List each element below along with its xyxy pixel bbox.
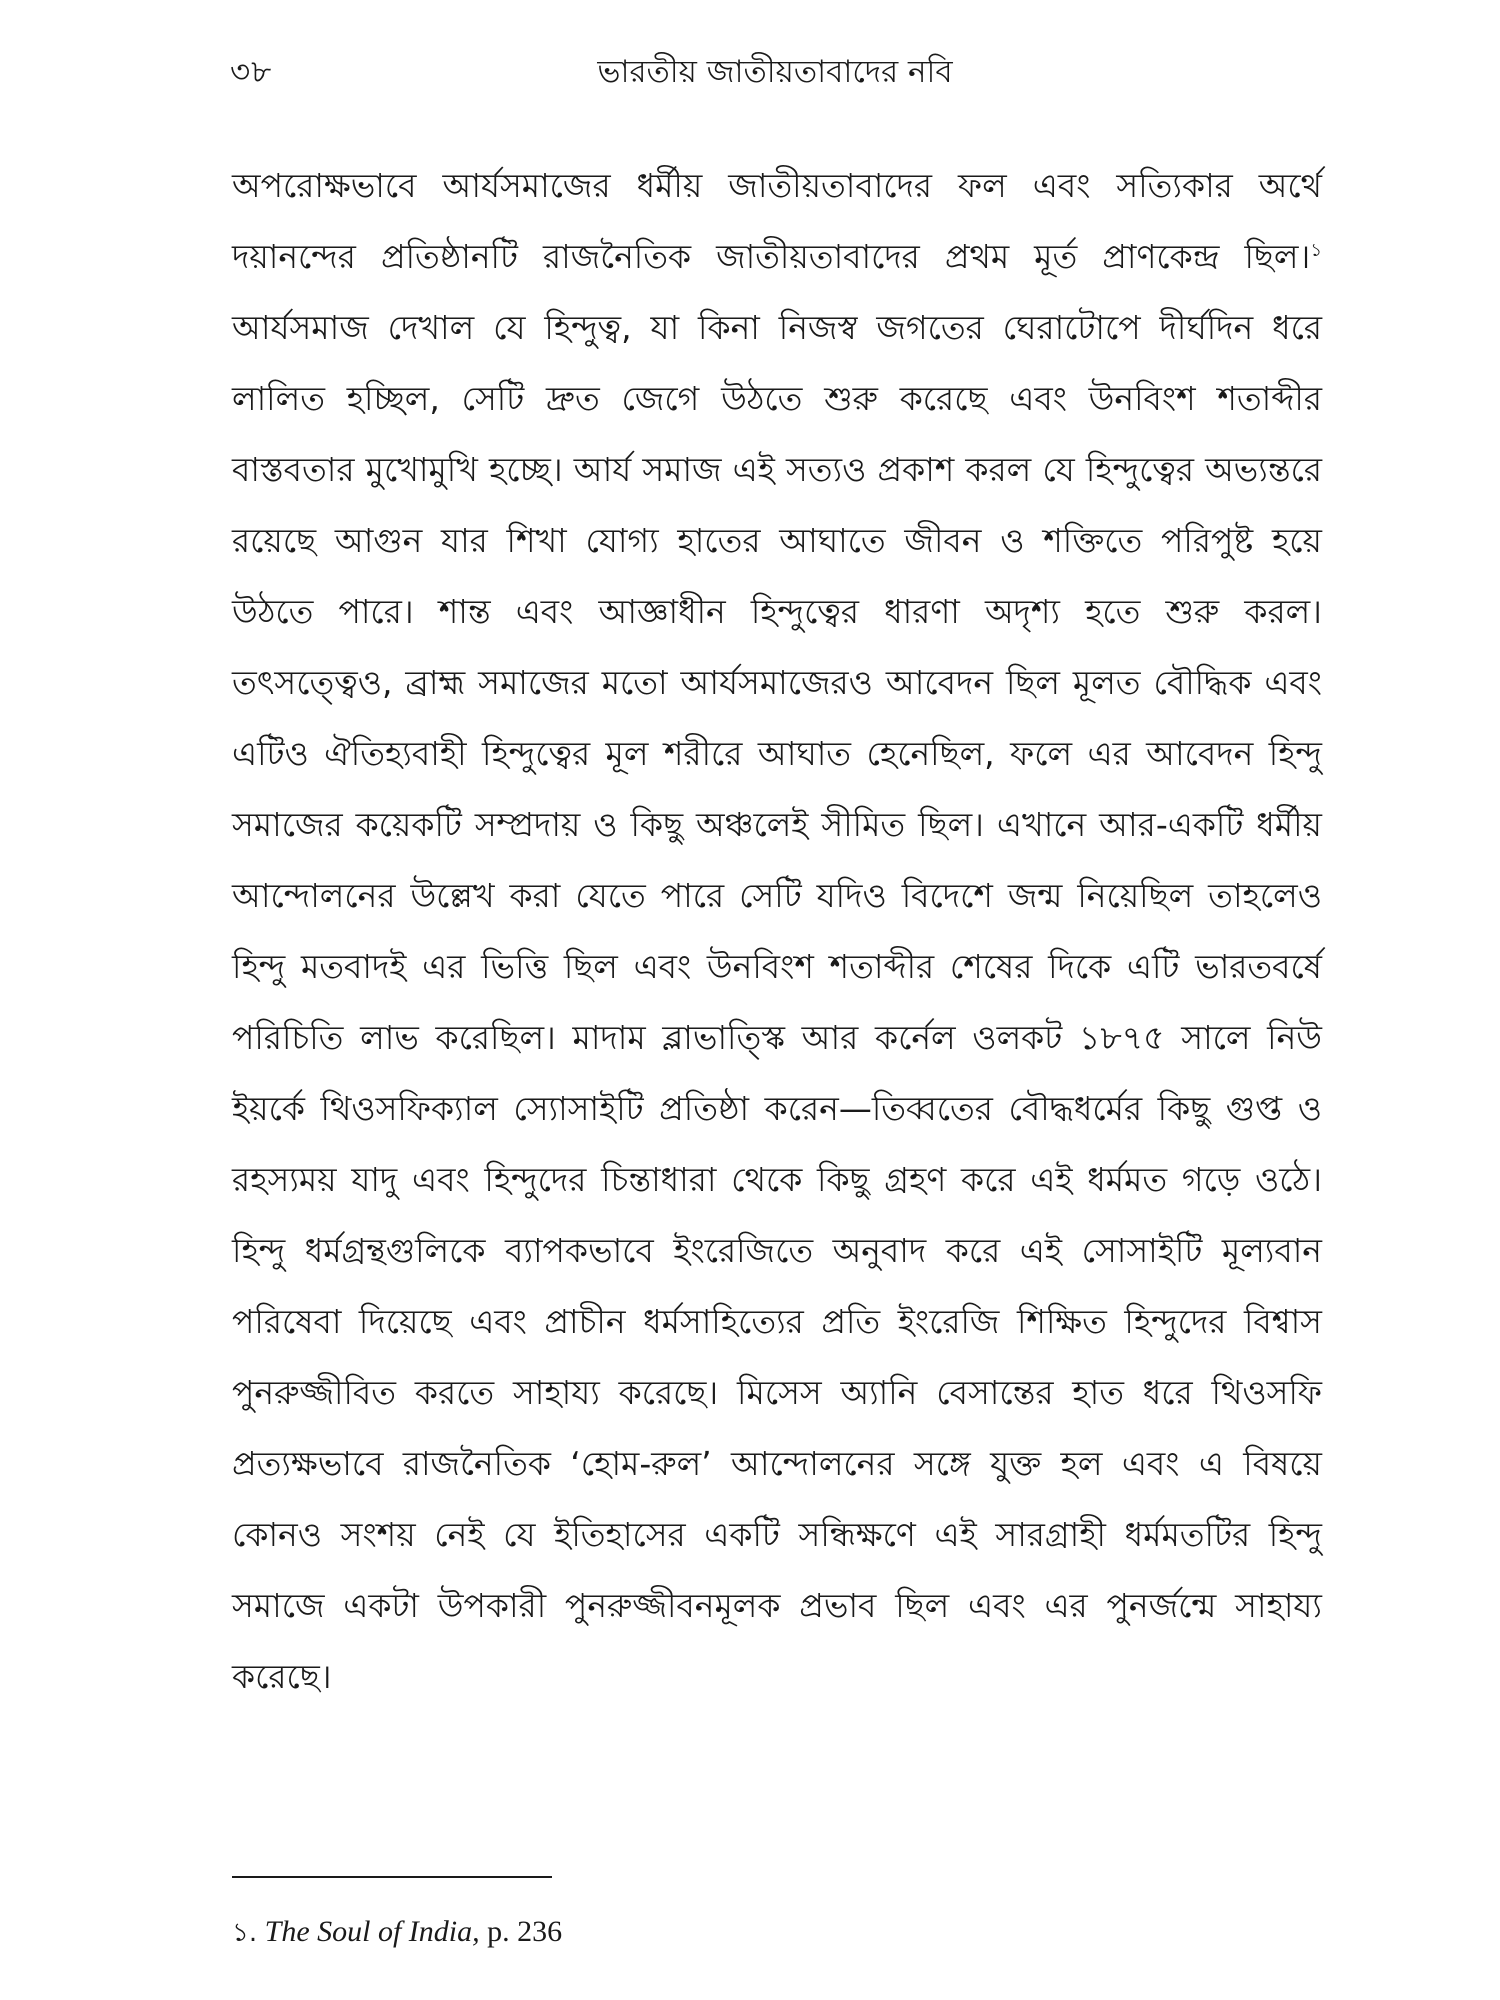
body-paragraph — [232, 150, 1322, 1712]
footnote-title: The Soul of India, — [264, 1915, 480, 1948]
body-text-part-1: অপরোক্ষভাবে আর্যসমাজের ধর্মীয় জাতীয়তাবাদের ফল এবং সত্যিকার অর্থে দয়ানন্দের প্রতিষ্ঠানটি রাজনৈতিক জাতীয়তাবাদের প্রথম মূর্ত প্রাণকেন্দ্র ছিল। — [232, 166, 1322, 276]
page-header — [230, 42, 1320, 102]
footnote-reference: ১ — [1310, 240, 1322, 261]
body-text-part-2: আর্যসমাজ দেখাল যে হিন্দুত্ব, যা কিনা নিজস্ব জগতের ঘেরাটোপে দীর্ঘদিন ধরে লালিত হচ্ছিল, সেটি দ্রুত জেগে উঠতে শুরু করেছে এবং উনবিংশ শতাব্দীর বাস্তবতার মুখোমুখি হচ্ছে। আর্য সমাজ এই সত্যও প্রকাশ করল যে হিন্দুত্বের অভ্যন্তরে রয়েছে আগুন যার শিখা যোগ্য হাতের আঘাতে জীবন ও শক্তিতে পরিপুষ্ট হয়ে উঠতে পারে। শান্ত এবং আজ্ঞাধীন হিন্দুত্বের ধারণা অদৃশ্য হতে শুরু করল। তৎসত্ত্বেও, ব্রাহ্ম সমাজের মতো আর্যসমাজেরও আবেদন ছিল মূলত বৌদ্ধিক এবং এটিও ঐতিহ্যবাহী হিন্দুত্বের মূল শরীরে আঘাত হেনেছিল, ফলে এর আবেদন হিন্দু সমাজের কয়েকটি সম্প্রদায় ও কিছু অঞ্চলেই সীমিত ছিল। এখানে আর-একটি ধর্মীয় আন্দোলনের উল্লেখ করা যেতে পারে সেটি যদিও বিদেশে জন্ম নিয়েছিল তাহলেও হিন্দু মতবাদই এর ভিত্তি ছিল এবং উনবিংশ শতাব্দীর শেষের দিকে এটি ভারতবর্ষে পরিচিতি লাভ করেছিল। মাদাম ব্লাভাত্স্কি আর কর্নেল ওলকট ১৮৭৫ সালে নিউ ইয়র্কে থিওসফিক্যাল স্যোসাইটি প্রতিষ্ঠা করেন—তিব্বতের বৌদ্ধধর্মের কিছু গুপ্ত ও রহস্যময় যাদু এবং হিন্দুদের চিন্তাধারা থেকে কিছু গ্রহণ করে এই ধর্মমত গড়ে ওঠে। হিন্দু ধর্মগ্রন্থগুলিকে ব্যাপকভাবে ইংরেজিতে অনুবাদ করে এই সোসাইটি মূল্যবান পরিষেবা দিয়েছে এবং প্রাচীন ধর্মসাহিত্যের প্রতি ইংরেজি শিক্ষিত হিন্দুদের বিশ্বাস পুনরুজ্জীবিত করতে সাহায্য করেছে। মিসেস অ্যানি বেসান্তের হাত ধরে থিওসফি প্রত্যক্ষভাবে রাজনৈতিক ‘হোম-রুল’ আন্দোলনের সঙ্গে যুক্ত হল এবং এ বিষয়ে কোনও সংশয় নেই যে ইতিহাসের একটি সন্ধিক্ষণে এই সারগ্রাহী ধর্মমতটির হিন্দু সমাজে একটা উপকারী পুনরুজ্জীবনমূলক প্রভাব ছিল এবং এর পুনর্জন্মে সাহায্য করেছে। — [232, 308, 1322, 1696]
footnote-divider — [232, 1876, 552, 1878]
page-number: ৩৮ — [230, 54, 273, 90]
running-title: ভারতীয় জাতীয়তাবাদের নবি — [597, 54, 953, 90]
footnote-page-ref: p. 236 — [479, 1915, 563, 1948]
footnote — [232, 1912, 562, 1956]
footnote-marker: ১. — [232, 1918, 258, 1948]
